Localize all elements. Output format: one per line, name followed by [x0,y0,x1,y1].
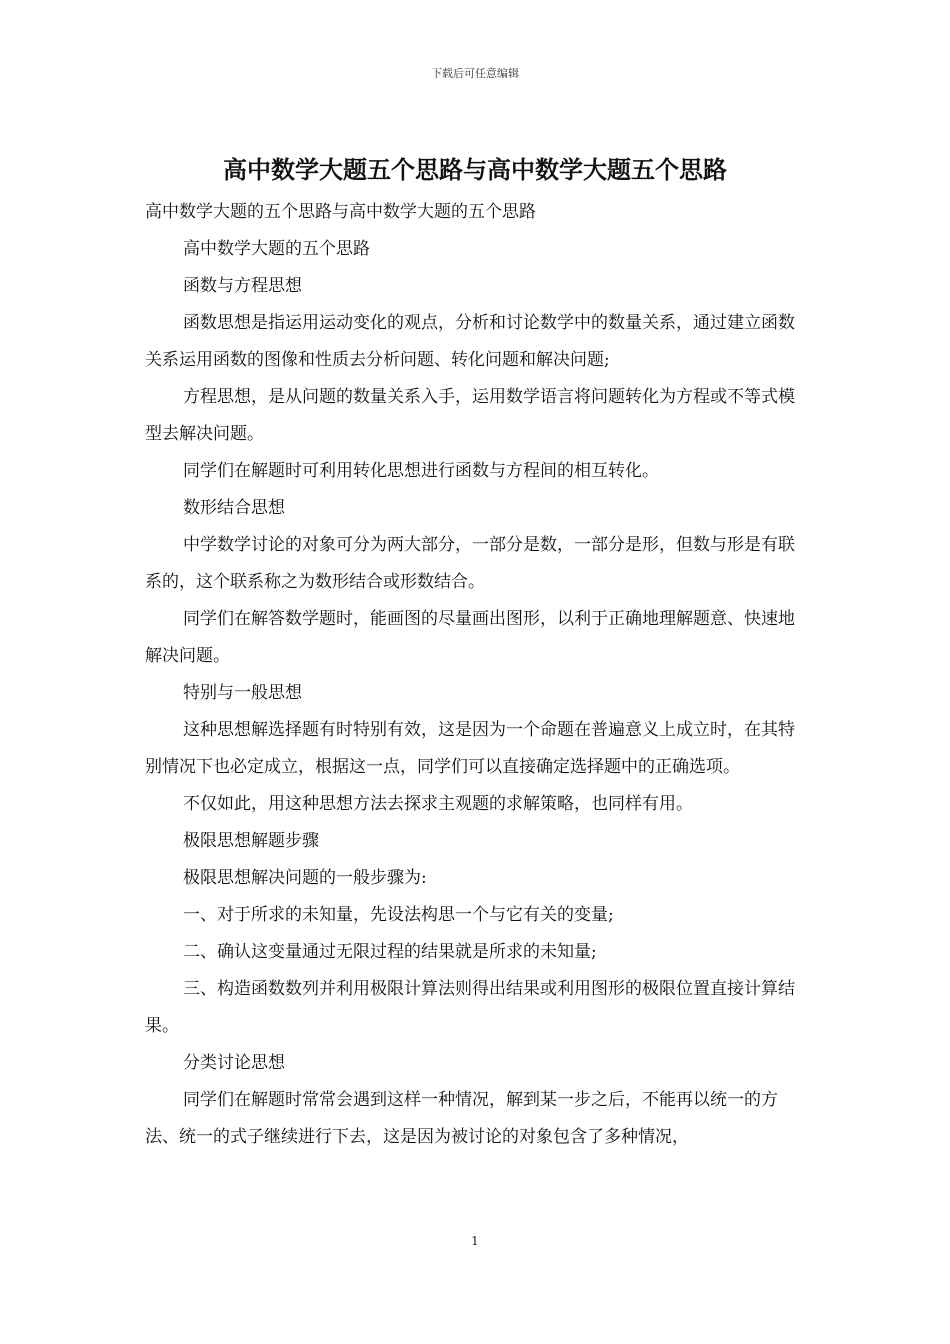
paragraph: 中学数学讨论的对象可分为两大部分，一部分是数，一部分是形，但数与形是有联系的，这个联系称之为数形结合或形数结合。 [145,535,795,592]
page-header: 下载后可任意编辑 [431,67,519,80]
section-heading: 函数与方程思想 [183,276,302,296]
section-heading: 高中数学大题的五个思路 [183,239,370,259]
paragraph: 不仅如此，用这种思想方法去探求主观题的求解策略，也同样有用。 [183,794,693,814]
list-item: 三、构造函数数列并利用极限计算法则得出结果或利用图形的极限位置直接计算结果。 [145,979,795,1036]
paragraph: 同学们在解题时可利用转化思想进行函数与方程间的相互转化。 [183,461,659,481]
paragraph: 高中数学大题的五个思路与高中数学大题的五个思路 [145,202,536,222]
section-heading: 特别与一般思想 [183,683,302,703]
list-item: 一、对于所求的未知量，先设法构思一个与它有关的变量; [183,905,614,925]
paragraph: 极限思想解决问题的一般步骤为: [183,868,427,888]
section-heading: 分类讨论思想 [183,1053,285,1073]
section-heading: 数形结合思想 [183,498,285,518]
section-heading: 极限思想解题步骤 [183,831,319,851]
paragraph: 这种思想解选择题有时特别有效，这是因为一个命题在普遍意义上成立时，在其特别情况下也必定成立，根据这一点，同学们可以直接确定选择题中的正确选项。 [145,720,795,777]
paragraph: 同学们在解答数学题时，能画图的尽量画出图形，以利于正确地理解题意、快速地解决问题。 [145,609,795,666]
page-number: 1 [471,1234,479,1248]
paragraph: 函数思想是指运用运动变化的观点，分析和讨论数学中的数量关系，通过建立函数关系运用函数的图像和性质去分析问题、转化问题和解决问题; [145,313,795,370]
paragraph: 同学们在解题时常常会遇到这样一种情况，解到某一步之后，不能再以统一的方法、统一的式子继续进行下去，这是因为被讨论的对象包含了多种情况， [145,1090,778,1147]
document-title: 高中数学大题五个思路与高中数学大题五个思路 [223,155,727,184]
list-item: 二、确认这变量通过无限过程的结果就是所求的未知量; [183,942,597,962]
document-body [145,194,807,1156]
paragraph: 方程思想，是从问题的数量关系入手，运用数学语言将问题转化为方程或不等式模型去解决问题。 [145,387,795,444]
